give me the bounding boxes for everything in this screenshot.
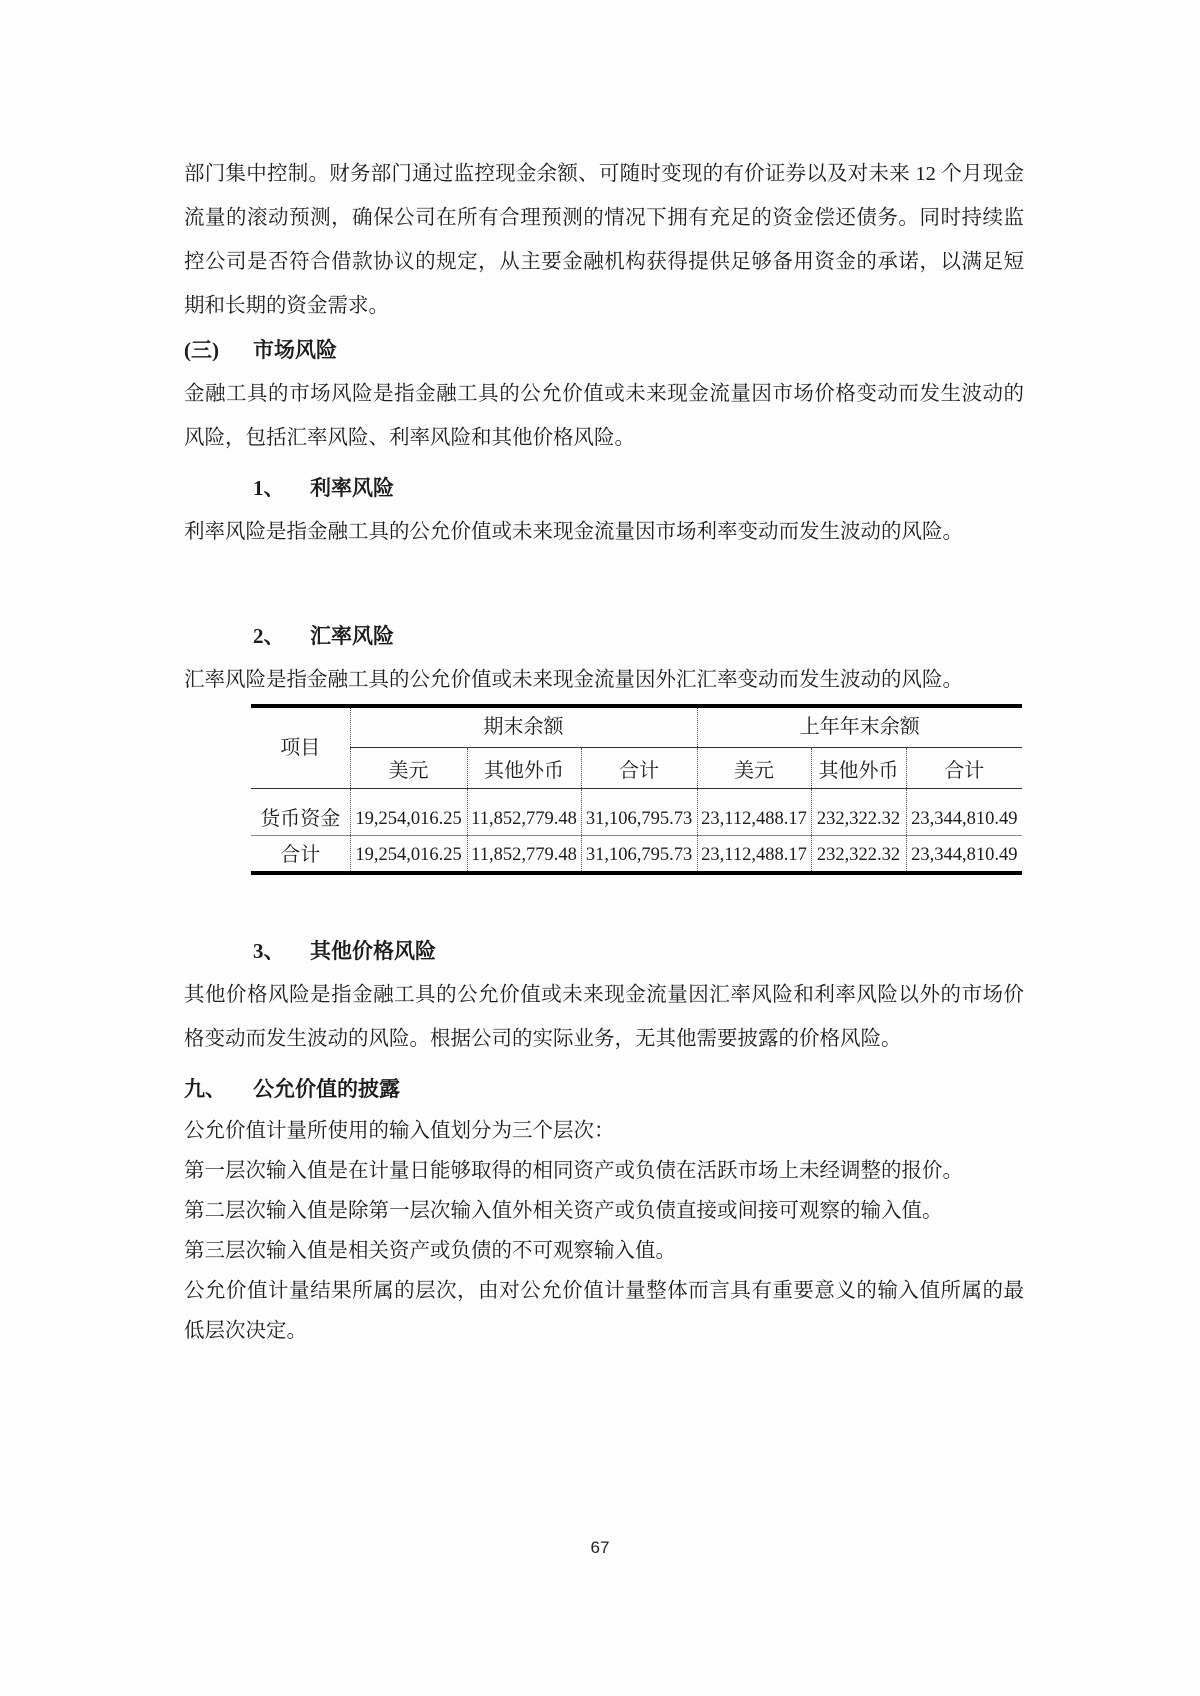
cell-value: 23,344,810.49 (906, 788, 1022, 835)
subsection-other-price-num: 3、 (253, 939, 285, 963)
table-subheader-total: 合计 (581, 747, 697, 788)
exchange-rate-body: 汇率风险是指金融工具的公允价值或未来现金流量因外汇汇率变动而发生波动的风险。 (184, 669, 963, 691)
table-row (251, 788, 1022, 835)
table-subheader-total-prior: 合计 (906, 747, 1022, 788)
cell-value: 23,112,488.17 (697, 835, 811, 873)
cell-value: 11,852,779.48 (467, 835, 581, 873)
interest-rate-body: 利率风险是指金融工具的公允价值或未来现金流量因市场利率变动而发生波动的风险。 (184, 521, 963, 543)
other-price-body: 其他价格风险是指金融工具的公允价值或未来现金流量因汇率风险和利率风险以外的市场价格变动而发生波动的风险。根据公司的实际业务，无其他需要披露的价格风险。 (184, 984, 1024, 1050)
subsection-exchange-rate-num: 2、 (253, 624, 285, 648)
subsection-interest-rate-heading (253, 466, 1024, 510)
cell-value: 31,106,795.73 (581, 788, 697, 835)
subsection-other-price-heading (253, 929, 1024, 973)
currency-exposure-table (251, 704, 1022, 875)
page-content (184, 152, 1024, 1351)
subsection-interest-rate-num: 1、 (253, 476, 285, 500)
subsection-interest-rate-title: 利率风险 (310, 476, 394, 500)
section-market-risk-title: 市场风险 (253, 338, 337, 362)
section-fair-value-label: 九、 (184, 1077, 226, 1101)
row-label: 合计 (280, 844, 321, 866)
section-market-risk-label: (三) (184, 338, 219, 362)
subsection-exchange-rate-title: 汇率风险 (310, 624, 394, 648)
market-risk-intro: 金融工具的市场风险是指金融工具的公允价值或未来现金流量因市场价格变动而发生波动的风险，包括汇率风险、利率风险和其他价格风险。 (184, 383, 1024, 449)
cell-value: 11,852,779.48 (467, 788, 581, 835)
subsection-other-price-title: 其他价格风险 (310, 939, 436, 963)
cell-value: 19,254,016.25 (350, 788, 467, 835)
table-header-prior-year-end: 上年年末余额 (697, 706, 1022, 747)
table-subheader-other-fx-prior: 其他外币 (811, 747, 906, 788)
fair-value-line: 公允价值计量结果所属的层次，由对公允价值计量整体而言具有重要意义的输入值所属的最低层次决定。 (184, 1280, 1024, 1342)
section-fair-value-heading (184, 1067, 1024, 1111)
table-row (251, 835, 1022, 873)
fair-value-line: 第三层次输入值是相关资产或负债的不可观察输入值。 (184, 1240, 676, 1262)
fair-value-section (184, 1067, 1024, 1351)
table-header-item: 项目 (251, 706, 350, 788)
row-label: 货币资金 (251, 788, 350, 835)
cell-value: 23,344,810.49 (906, 835, 1022, 873)
subsection-exchange-rate-heading (253, 614, 1024, 658)
table-header-period-end: 期末余额 (350, 706, 697, 747)
section-fair-value-title: 公允价值的披露 (253, 1077, 400, 1101)
section-market-risk-heading (184, 328, 1024, 372)
cell-value: 232,322.32 (811, 788, 906, 835)
fair-value-line: 公允价值计量所使用的输入值划分为三个层次： (184, 1120, 615, 1142)
table-subheader-other-fx: 其他外币 (467, 747, 581, 788)
fair-value-line: 第一层次输入值是在计量日能够取得的相同资产或负债在活跃市场上未经调整的报价。 (184, 1160, 963, 1182)
cell-value: 232,322.32 (811, 835, 906, 873)
fair-value-line: 第二层次输入值是除第一层次输入值外相关资产或负债直接或间接可观察的输入值。 (184, 1200, 943, 1222)
table-subheader-usd: 美元 (350, 747, 467, 788)
cell-value: 23,112,488.17 (697, 788, 811, 835)
page-number: 67 (590, 1538, 610, 1557)
cell-value: 31,106,795.73 (581, 835, 697, 873)
intro-paragraph: 部门集中控制。财务部门通过监控现金余额、可随时变现的有价证券以及对未来 12 个月现金流量的滚动预测，确保公司在所有合理预测的情况下拥有充足的资金偿还债务。同时持续监控公司是否符合借款协议的规定，从主要金融机构获得提供足够备用资金的承诺，以满足短期和长期的资金需求。 (184, 163, 1024, 317)
table-subheader-usd-prior: 美元 (697, 747, 811, 788)
cell-value: 19,254,016.25 (350, 835, 467, 873)
